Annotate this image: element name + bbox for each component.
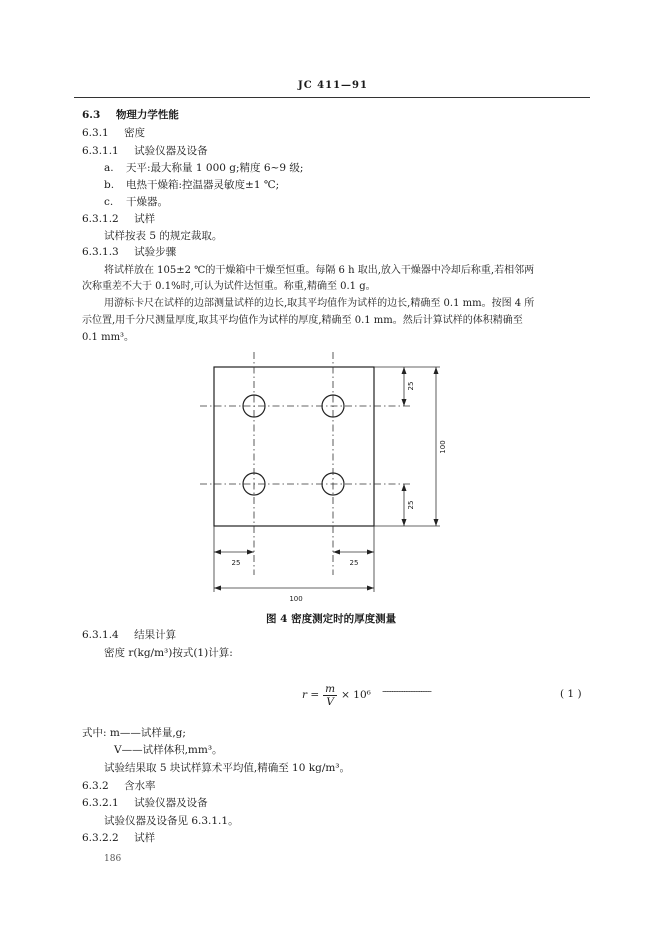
page-number: 186	[104, 854, 122, 864]
section-title: 含水率	[124, 780, 156, 792]
paragraph: 试样按表 5 的规定裁取。	[104, 230, 223, 242]
section-6-3-1-4	[82, 629, 176, 642]
section-number: 6.3.2	[82, 780, 109, 792]
section-number: 6.3.2.1	[82, 797, 119, 809]
section-title: 密度	[124, 127, 146, 139]
section-6-3-1-1	[82, 145, 208, 158]
arrowhead	[214, 550, 221, 555]
formula-lhs: r =	[302, 689, 320, 701]
arrowhead	[247, 550, 254, 555]
section-number: 6.3.1.3	[82, 246, 119, 258]
list-marker: a.	[104, 162, 114, 174]
paragraph: 试验结果取 5 块试样算术平均值,精确至 10 kg/m³。	[104, 762, 351, 774]
header-rule	[74, 97, 590, 98]
dim-label-bottom-total: 100	[289, 595, 303, 603]
list-text: 天平:最大称量 1 000 g;精度 6~9 级;	[126, 162, 304, 174]
section-number: 6.3.1.1	[82, 145, 119, 157]
paragraph: 试验仪器及设备见 6.3.1.1。	[104, 815, 239, 827]
dim-label-bottom-left: 25	[231, 559, 241, 567]
arrowhead	[367, 586, 374, 591]
section-title: 试验步骤	[134, 246, 177, 258]
where-definition: V——试样体积,mm³。	[114, 744, 223, 756]
list-text: 电热干燥箱:控温器灵敏度±1 ℃;	[126, 179, 280, 191]
section-number: 6.3.1	[82, 127, 109, 139]
paragraph-line: 0.1 mm³。	[82, 332, 135, 343]
section-title: 试样	[134, 213, 156, 225]
section-number: 6.3.1.4	[82, 629, 119, 641]
page-header-title: JC 411—91	[298, 80, 368, 91]
dim-label-right-total: 100	[439, 440, 447, 454]
measurement-point	[243, 395, 265, 417]
section-6-3-1-2	[82, 213, 155, 226]
formula-leader: ·····································································	[382, 689, 431, 696]
list-item	[104, 162, 303, 175]
formula-fraction	[323, 683, 337, 708]
formula-denominator: V	[326, 695, 334, 708]
list-item	[104, 196, 168, 209]
where-definition: m——试样量,g;	[109, 727, 186, 739]
paragraph-line: 用游标卡尺在试样的边部测量试样的边长,取其平均值作为试样的边长,精确至 0.1 mm。按图 4 所	[104, 298, 535, 309]
formula-1	[302, 679, 371, 711]
list-text: 干燥器。	[126, 196, 168, 208]
arrowhead	[214, 586, 221, 591]
arrowhead	[402, 367, 407, 374]
figure-caption: 图 4 密度测定时的厚度测量	[266, 613, 397, 625]
paragraph-line: 次称重差不大于 0.1%时,可认为试件达恒重。称重,精确至 0.1 g。	[82, 281, 376, 292]
formula-numerator: m	[325, 682, 336, 695]
paragraph-line: 示位置,用千分尺测量厚度,取其平均值作为试样的厚度,精确至 0.1 mm。然后计算试样的体积精确至	[82, 315, 523, 326]
arrowhead	[333, 550, 340, 555]
section-title: 试样	[134, 832, 156, 844]
formula-number: ( 1 )	[560, 688, 582, 700]
measurement-point	[322, 395, 344, 417]
arrowhead	[434, 519, 439, 526]
measurement-point	[243, 473, 265, 495]
dim-label-right-bottom: 25	[407, 500, 415, 510]
section-number: 6.3	[82, 109, 101, 121]
arrowhead	[402, 484, 407, 491]
section-title: 物理力学性能	[115, 109, 179, 121]
arrowhead	[434, 367, 439, 374]
section-number: 6.3.2.2	[82, 832, 119, 844]
dim-label-right-top: 25	[407, 381, 415, 391]
section-6-3-2-2	[82, 832, 155, 845]
section-number: 6.3.1.2	[82, 213, 119, 225]
section-6-3-2-1	[82, 797, 208, 810]
list-marker: b.	[104, 179, 115, 191]
section-6-3-2	[82, 780, 156, 793]
arrowhead	[402, 519, 407, 526]
section-title: 试验仪器及设备	[134, 797, 208, 809]
arrowhead	[402, 399, 407, 406]
dim-label-bottom-right: 25	[349, 559, 359, 567]
section-6-3	[82, 109, 179, 122]
where-label: 式中:	[82, 727, 107, 739]
formula-intro: 密度 r(kg/m³)按式(1)计算:	[104, 647, 233, 659]
measurement-point	[322, 473, 344, 495]
section-6-3-1-3	[82, 246, 176, 259]
section-title: 结果计算	[134, 629, 177, 641]
formula-rhs: × 10⁶	[341, 689, 371, 701]
paragraph-line: 将试样放在 105±2 ℃的干燥箱中干燥至恒重。每隔 6 h 取出,放入干燥器中冷却后称重,若相邻两	[104, 265, 535, 276]
list-item	[104, 179, 279, 192]
list-marker: c.	[104, 196, 114, 208]
section-6-3-1	[82, 127, 145, 140]
section-title: 试验仪器及设备	[134, 145, 208, 157]
specimen-outline	[214, 367, 374, 526]
where-line	[82, 727, 186, 740]
arrowhead	[367, 550, 374, 555]
